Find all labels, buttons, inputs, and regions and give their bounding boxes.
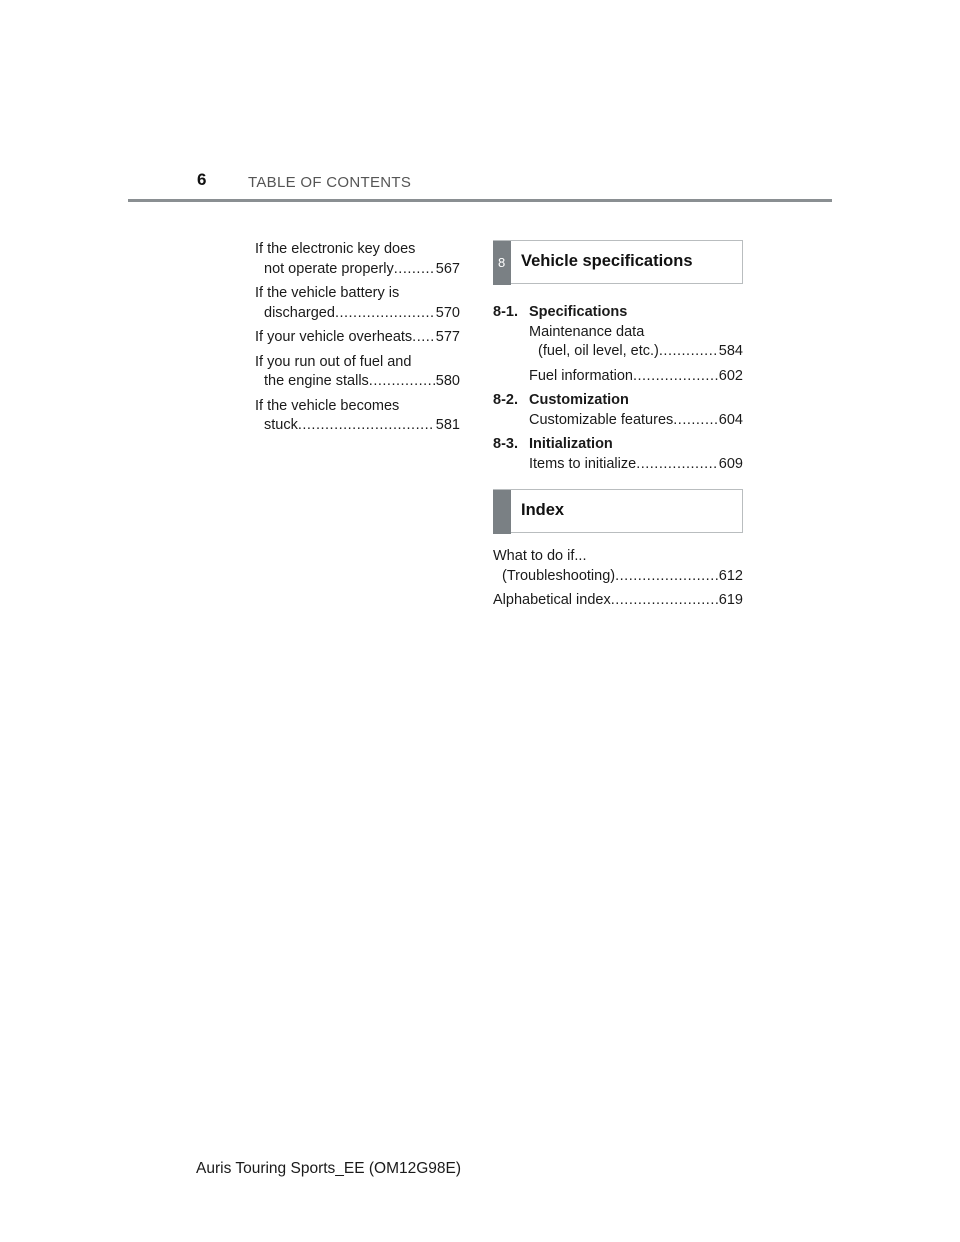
toc-entry-page: 581	[435, 417, 460, 433]
leader-dots	[633, 367, 718, 387]
toc-entry[interactable]	[529, 455, 743, 475]
subsection-title: Specifications	[529, 304, 628, 320]
subsection-title: Initialization	[529, 436, 613, 452]
toc-entry-line1: Maintenance data	[529, 323, 645, 340]
running-title: TABLE OF CONTENTS	[248, 174, 412, 191]
toc-entry-line1: What to do if...	[493, 548, 587, 564]
toc-entry-page: 567	[435, 260, 460, 277]
toc-right-column	[493, 240, 743, 616]
toc-entry-page: 604	[718, 411, 743, 428]
toc-entry-page: 619	[718, 592, 743, 608]
leader-dots	[659, 342, 718, 362]
toc-entry[interactable]	[255, 284, 460, 323]
section-tab-number: 8	[498, 255, 506, 270]
toc-entry[interactable]	[255, 328, 460, 348]
toc-entry-text: Fuel information	[529, 367, 633, 384]
page-footer: Auris Touring Sports_EE (OM12G98E)	[196, 1160, 462, 1177]
toc-entry-page: 584	[718, 343, 743, 359]
toc-entry[interactable]	[529, 323, 743, 362]
toc-entry-line2: (fuel, oil level, etc.)	[538, 343, 659, 359]
section-tab	[493, 490, 511, 534]
leader-dots	[369, 372, 435, 392]
subsection-number: 8-1.	[493, 304, 518, 320]
subsection-title: Customization	[529, 392, 629, 408]
toc-entry-page: 612	[718, 567, 743, 584]
toc-entry-line1: If the vehicle battery is	[255, 285, 400, 301]
toc-entry-line1: If the electronic key does	[255, 241, 416, 257]
leader-dots	[412, 328, 435, 348]
subsection-number: 8-3.	[493, 436, 518, 452]
toc-entry-line2: (Troubleshooting)	[502, 567, 616, 584]
leader-dots	[611, 591, 718, 611]
toc-entry-text: Items to initialize	[529, 455, 637, 472]
toc-entry[interactable]	[529, 367, 743, 387]
leader-dots	[636, 455, 718, 475]
toc-entry[interactable]	[493, 547, 743, 586]
toc-entry-line2: not operate properly	[264, 260, 394, 277]
toc-entry-text: Alphabetical index	[493, 592, 611, 608]
section-title: Index	[521, 501, 565, 519]
toc-entry-text: If your vehicle overheats	[255, 329, 413, 345]
toc-entry[interactable]	[255, 240, 460, 279]
toc-entry-line1: If the vehicle becomes	[255, 397, 400, 414]
toc-entry-page: 580	[435, 373, 460, 389]
toc-entry-page: 577	[435, 329, 460, 345]
section-title: Vehicle specifications	[521, 252, 693, 270]
leader-dots	[298, 416, 435, 436]
toc-entry-page: 570	[435, 304, 460, 321]
toc-entry-page: 602	[718, 367, 743, 384]
toc-entry[interactable]	[255, 353, 460, 392]
leader-dots	[394, 260, 435, 280]
page-number: 6	[197, 170, 207, 189]
toc-entry-line1: If you run out of fuel and	[255, 353, 412, 370]
toc-entry-line2: discharged	[264, 304, 335, 321]
subsection-heading[interactable]	[493, 435, 743, 455]
toc-entry-page: 609	[718, 455, 743, 472]
toc-left-column	[255, 240, 460, 441]
toc-entry[interactable]	[529, 411, 743, 431]
toc-entry-line2: the engine stalls	[264, 373, 369, 389]
leader-dots	[615, 567, 718, 587]
leader-dots	[335, 304, 435, 324]
subsection-heading[interactable]	[493, 303, 743, 323]
section-tab	[493, 241, 511, 285]
subsection-heading[interactable]	[493, 391, 743, 411]
header-rule	[128, 199, 832, 202]
subsection-number: 8-2.	[493, 392, 518, 408]
toc-entry-line2: stuck	[264, 417, 298, 433]
section-heading-index[interactable]	[493, 489, 743, 533]
section-heading-vehicle-specifications[interactable]	[493, 240, 743, 284]
toc-entry[interactable]	[493, 591, 743, 611]
page-header	[0, 170, 960, 204]
toc-entry-text: Customizable features	[529, 411, 674, 428]
toc-entry[interactable]	[255, 397, 460, 436]
leader-dots	[673, 411, 718, 431]
